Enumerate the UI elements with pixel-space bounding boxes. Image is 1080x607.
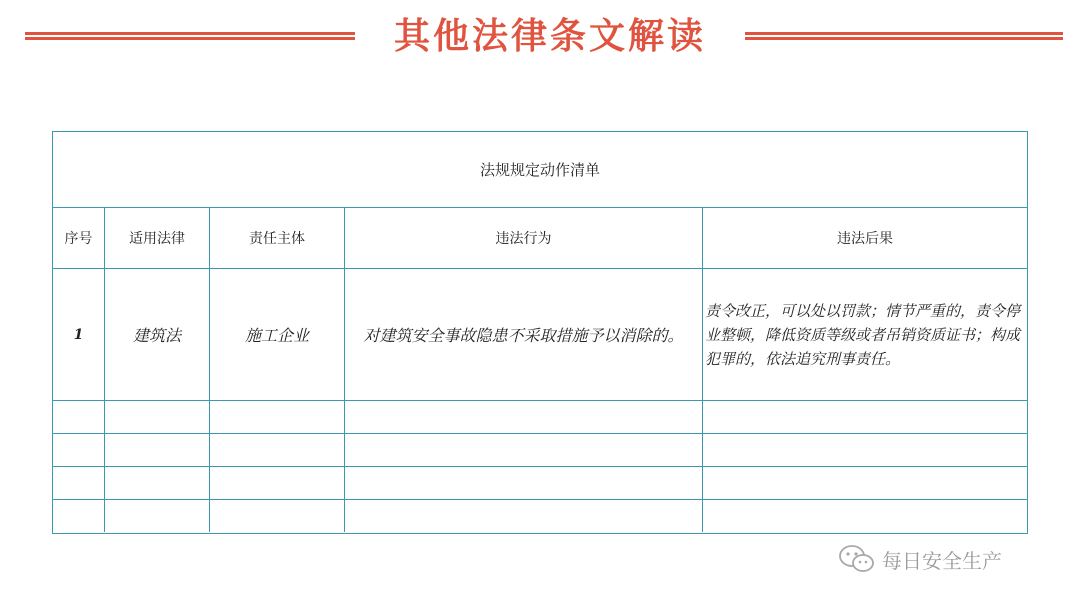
empty-cell: [210, 434, 345, 467]
empty-cell: [53, 401, 105, 434]
col-header-index: 序号: [53, 208, 105, 269]
wechat-icon: [838, 544, 876, 574]
watermark-text: 每日安全生产: [882, 548, 1002, 573]
empty-cell: [105, 401, 210, 434]
empty-cell: [703, 401, 1027, 434]
col-header-consequence: 违法后果: [703, 208, 1027, 269]
empty-cell: [210, 467, 345, 500]
empty-cell: [105, 434, 210, 467]
col-header-behavior: 违法行为: [345, 208, 703, 269]
empty-cell: [53, 434, 105, 467]
row-1-law: 建筑法: [105, 269, 210, 401]
empty-cell: [703, 500, 1027, 532]
empty-cell: [703, 467, 1027, 500]
col-header-law: 适用法律: [105, 208, 210, 269]
row-1-index: 1: [53, 269, 105, 401]
table-caption: 法规规定动作清单: [53, 132, 1027, 208]
empty-cell: [345, 500, 703, 532]
empty-cell: [105, 467, 210, 500]
regulation-table: [52, 131, 1028, 534]
empty-cell: [53, 467, 105, 500]
page-title: 其他法律条文解读: [393, 16, 706, 57]
empty-cell: [703, 434, 1027, 467]
col-header-subject: 责任主体: [210, 208, 345, 269]
header-rule-left: [25, 32, 355, 41]
watermark: [838, 541, 1002, 577]
row-1-behavior: 对建筑安全事故隐患不采取措施予以消除的。: [345, 269, 703, 401]
slide-header: [0, 0, 1080, 80]
empty-cell: [345, 401, 703, 434]
empty-cell: [105, 500, 210, 532]
empty-cell: [210, 500, 345, 532]
empty-cell: [345, 434, 703, 467]
empty-cell: [210, 401, 345, 434]
header-rule-right: [745, 32, 1063, 41]
empty-cell: [53, 500, 105, 532]
row-1-consequence: 责令改正，可以处以罚款；情节严重的，责令停业整顿，降低资质等级或者吊销资质证书；构成犯罪的，依法追究刑事责任。: [703, 269, 1027, 401]
row-1-subject: 施工企业: [210, 269, 345, 401]
empty-cell: [345, 467, 703, 500]
